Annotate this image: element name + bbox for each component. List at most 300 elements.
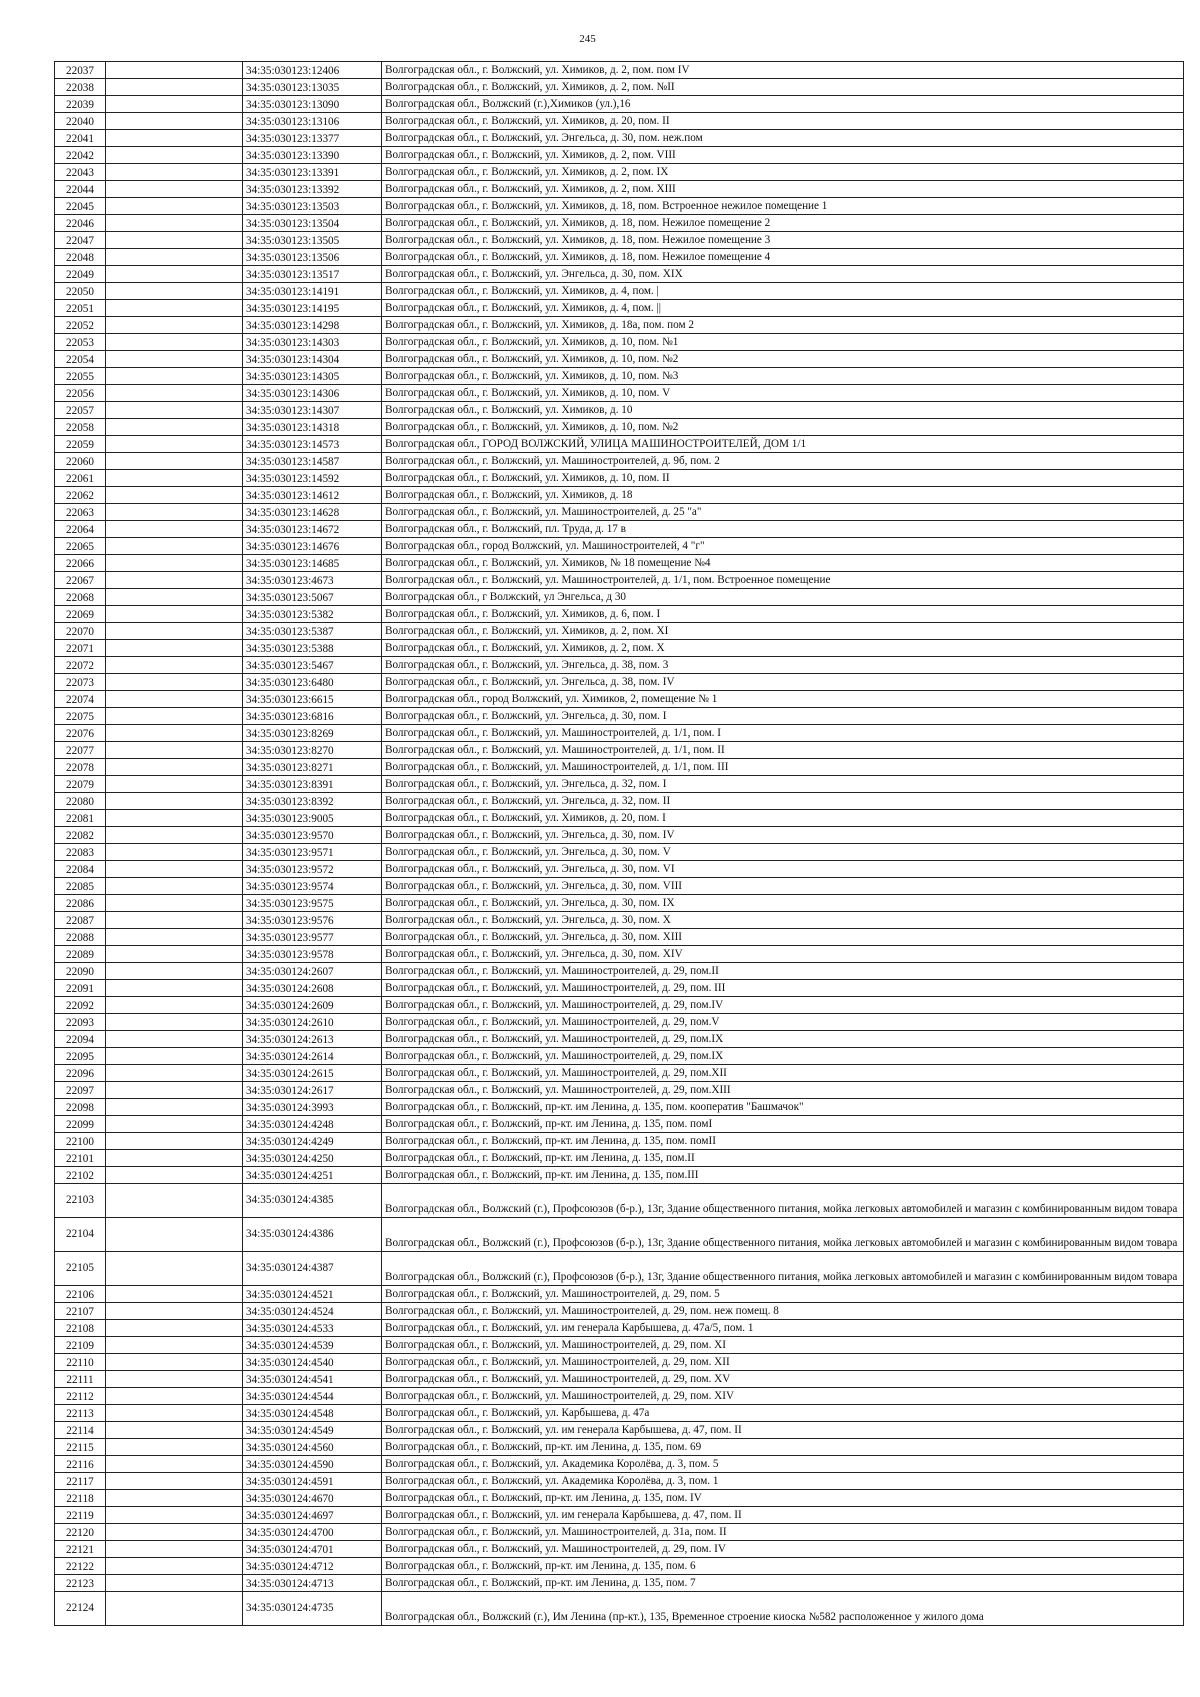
empty-cell — [106, 1014, 243, 1031]
row-number-cell: 22112 — [55, 1388, 106, 1405]
cadastral-number-cell: 34:35:030124:4701 — [243, 1541, 382, 1558]
registry-table-body — [55, 62, 1184, 1626]
row-number-cell: 22072 — [55, 657, 106, 674]
empty-cell — [106, 1388, 243, 1405]
table-row — [55, 181, 1184, 198]
empty-cell — [106, 929, 243, 946]
empty-cell — [106, 249, 243, 266]
address-cell: Волгоградская обл., г. Волжский, ул. Химиков, д. 18, пом. Нежилое помещение 3 — [382, 232, 1184, 249]
address-cell: Волгоградская обл., г. Волжский, ул. Химиков, д. 10, пом. №3 — [382, 368, 1184, 385]
row-number-cell: 22062 — [55, 487, 106, 504]
row-number-cell: 22037 — [55, 62, 106, 79]
address-cell: Волгоградская обл., г. Волжский, ул. Химиков, д. 2, пом. IX — [382, 164, 1184, 181]
row-number-cell: 22038 — [55, 79, 106, 96]
table-row — [55, 1184, 1184, 1218]
cadastral-number-cell: 34:35:030124:4250 — [243, 1150, 382, 1167]
empty-cell — [106, 266, 243, 283]
address-cell: Волгоградская обл., г. Волжский, ул. Химиков, д. 2, пом. пом IV — [382, 62, 1184, 79]
empty-cell — [106, 1184, 243, 1218]
cadastral-number-cell: 34:35:030124:4697 — [243, 1507, 382, 1524]
address-cell: Волгоградская обл., г. Волжский, ул. Химиков, д. 20, пом. I — [382, 810, 1184, 827]
table-row — [55, 997, 1184, 1014]
address-cell: Волгоградская обл., г. Волжский, ул. Химиков, д. 18а, пом. пом 2 — [382, 317, 1184, 334]
cadastral-number-cell: 34:35:030123:13505 — [243, 232, 382, 249]
cadastral-number-cell: 34:35:030123:14307 — [243, 402, 382, 419]
empty-cell — [106, 793, 243, 810]
address-cell: Волгоградская обл., г. Волжский, ул. Машиностроителей, д. 1/1, пом. II — [382, 742, 1184, 759]
row-number-cell: 22045 — [55, 198, 106, 215]
table-row — [55, 912, 1184, 929]
table-row — [55, 946, 1184, 963]
row-number-cell: 22093 — [55, 1014, 106, 1031]
cadastral-number-cell: 34:35:030123:14305 — [243, 368, 382, 385]
address-cell: Волгоградская обл., г. Волжский, ул. Энгельса, д. 30, пом. XIII — [382, 929, 1184, 946]
cadastral-number-cell: 34:35:030123:6615 — [243, 691, 382, 708]
row-number-cell: 22097 — [55, 1082, 106, 1099]
table-row — [55, 249, 1184, 266]
table-row — [55, 674, 1184, 691]
table-row — [55, 1031, 1184, 1048]
table-row — [55, 725, 1184, 742]
cadastral-number-cell: 34:35:030123:14628 — [243, 504, 382, 521]
table-row — [55, 1575, 1184, 1592]
empty-cell — [106, 674, 243, 691]
address-cell: Волгоградская обл., г. Волжский, ул. Машиностроителей, д. 29, пом.II — [382, 963, 1184, 980]
table-row — [55, 963, 1184, 980]
table-row — [55, 419, 1184, 436]
row-number-cell: 22049 — [55, 266, 106, 283]
empty-cell — [106, 453, 243, 470]
cadastral-number-cell: 34:35:030123:4673 — [243, 572, 382, 589]
cadastral-number-cell: 34:35:030124:2614 — [243, 1048, 382, 1065]
row-number-cell: 22108 — [55, 1320, 106, 1337]
table-row — [55, 232, 1184, 249]
table-row — [55, 436, 1184, 453]
cadastral-number-cell: 34:35:030123:14304 — [243, 351, 382, 368]
row-number-cell: 22120 — [55, 1524, 106, 1541]
cadastral-number-cell: 34:35:030123:9574 — [243, 878, 382, 895]
table-row — [55, 521, 1184, 538]
row-number-cell: 22081 — [55, 810, 106, 827]
table-row — [55, 1133, 1184, 1150]
cadastral-number-cell: 34:35:030124:4549 — [243, 1422, 382, 1439]
table-row — [55, 1439, 1184, 1456]
empty-cell — [106, 96, 243, 113]
empty-cell — [106, 1473, 243, 1490]
address-cell: Волгоградская обл., г. Волжский, ул. Машиностроителей, д. 29, пом. XIV — [382, 1388, 1184, 1405]
page-number: 245 — [579, 33, 596, 45]
empty-cell — [106, 997, 243, 1014]
table-row — [55, 1507, 1184, 1524]
table-row — [55, 708, 1184, 725]
address-cell: Волгоградская обл., г. Волжский, ул. Машиностроителей, д. 1/1, пом. Встроенное помещение — [382, 572, 1184, 589]
address-cell: Волгоградская обл., г. Волжский, ул. Химиков, д. 4, пом. || — [382, 300, 1184, 317]
address-cell: Волгоградская обл., г. Волжский, ул. Химиков, д. 20, пом. II — [382, 113, 1184, 130]
address-cell: Волгоградская обл., город Волжский, ул. Машиностроителей, 4 "г" — [382, 538, 1184, 555]
table-row — [55, 351, 1184, 368]
table-row — [55, 1167, 1184, 1184]
row-number-cell: 22063 — [55, 504, 106, 521]
table-row — [55, 640, 1184, 657]
cadastral-number-cell: 34:35:030123:14587 — [243, 453, 382, 470]
table-row — [55, 1218, 1184, 1252]
empty-cell — [106, 436, 243, 453]
cadastral-number-cell: 34:35:030123:14672 — [243, 521, 382, 538]
table-row — [55, 1065, 1184, 1082]
address-cell: Волгоградская обл., г. Волжский, ул. Машиностроителей, д. 29, пом.V — [382, 1014, 1184, 1031]
table-row — [55, 555, 1184, 572]
empty-cell — [106, 1303, 243, 1320]
address-cell: Волгоградская обл., г. Волжский, ул. Машиностроителей, д. 29, пом. IV — [382, 1541, 1184, 1558]
table-row — [55, 810, 1184, 827]
table-row — [55, 368, 1184, 385]
row-number-cell: 22116 — [55, 1456, 106, 1473]
table-row — [55, 895, 1184, 912]
cadastral-number-cell: 34:35:030124:4540 — [243, 1354, 382, 1371]
address-cell: Волгоградская обл., г. Волжский, ул. Карбышева, д. 47а — [382, 1405, 1184, 1422]
cadastral-number-cell: 34:35:030123:6816 — [243, 708, 382, 725]
row-number-cell: 22124 — [55, 1592, 106, 1626]
cadastral-number-cell: 34:35:030123:5382 — [243, 606, 382, 623]
table-row — [55, 402, 1184, 419]
cadastral-number-cell: 34:35:030123:14191 — [243, 283, 382, 300]
row-number-cell: 22122 — [55, 1558, 106, 1575]
address-cell: Волгоградская обл., г. Волжский, ул. Машиностроителей, д. 29, пом.IX — [382, 1048, 1184, 1065]
cadastral-number-cell: 34:35:030124:4386 — [243, 1218, 382, 1252]
cadastral-number-cell: 34:35:030124:2615 — [243, 1065, 382, 1082]
address-cell: Волгоградская обл., г. Волжский, пр-кт. им Ленина, д. 135, пом. IV — [382, 1490, 1184, 1507]
empty-cell — [106, 1286, 243, 1303]
row-number-cell: 22088 — [55, 929, 106, 946]
address-cell: Волгоградская обл., г Волжский, ул Энгельса, д 30 — [382, 589, 1184, 606]
empty-cell — [106, 232, 243, 249]
address-cell: Волгоградская обл., г. Волжский, пр-кт. им Ленина, д. 135, пом. помII — [382, 1133, 1184, 1150]
empty-cell — [106, 1133, 243, 1150]
row-number-cell: 22052 — [55, 317, 106, 334]
address-cell: Волгоградская обл., г. Волжский, ул. Машиностроителей, д. 25 "а" — [382, 504, 1184, 521]
table-row — [55, 793, 1184, 810]
row-number-cell: 22083 — [55, 844, 106, 861]
address-cell: Волгоградская обл., г. Волжский, ул. Химиков, д. 6, пом. I — [382, 606, 1184, 623]
empty-cell — [106, 742, 243, 759]
row-number-cell: 22079 — [55, 776, 106, 793]
address-cell: Волгоградская обл., г. Волжский, ул. Энгельса, д. 30, пом. XIX — [382, 266, 1184, 283]
address-cell: Волгоградская обл., Волжский (г.), Профсоюзов (б-р.), 13г, Здание общественного питания, мойка легковых автомобилей и магазин с комбинированным видом товара — [382, 1184, 1184, 1218]
row-number-cell: 22060 — [55, 453, 106, 470]
empty-cell — [106, 1541, 243, 1558]
empty-cell — [106, 1490, 243, 1507]
empty-cell — [106, 691, 243, 708]
empty-cell — [106, 1082, 243, 1099]
cadastral-number-cell: 34:35:030123:14303 — [243, 334, 382, 351]
row-number-cell: 22069 — [55, 606, 106, 623]
cadastral-number-cell: 34:35:030123:6480 — [243, 674, 382, 691]
address-cell: Волгоградская обл., г. Волжский, ул. Химиков, д. 18, пом. Нежилое помещение 2 — [382, 215, 1184, 232]
address-cell: Волгоградская обл., г. Волжский, ул. Машиностроителей, д. 29, пом. XV — [382, 1371, 1184, 1388]
empty-cell — [106, 317, 243, 334]
table-row — [55, 1286, 1184, 1303]
cadastral-number-cell: 34:35:030124:4735 — [243, 1592, 382, 1626]
row-number-cell: 22104 — [55, 1218, 106, 1252]
address-cell: Волгоградская обл., г. Волжский, ул. Энгельса, д. 38, пом. IV — [382, 674, 1184, 691]
table-row — [55, 470, 1184, 487]
address-cell: Волгоградская обл., г. Волжский, ул. Химиков, д. 18 — [382, 487, 1184, 504]
address-cell: Волгоградская обл., г. Волжский, ул. Машиностроителей, д. 1/1, пом. I — [382, 725, 1184, 742]
empty-cell — [106, 62, 243, 79]
row-number-cell: 22055 — [55, 368, 106, 385]
address-cell: Волгоградская обл., г. Волжский, ул. Машиностроителей, д. 29, пом. 5 — [382, 1286, 1184, 1303]
empty-cell — [106, 861, 243, 878]
table-row — [55, 1337, 1184, 1354]
row-number-cell: 22064 — [55, 521, 106, 538]
address-cell: Волгоградская обл., г. Волжский, ул. Химиков, д. 2, пом. X — [382, 640, 1184, 657]
row-number-cell: 22040 — [55, 113, 106, 130]
cadastral-number-cell: 34:35:030123:9572 — [243, 861, 382, 878]
cadastral-number-cell: 34:35:030123:13390 — [243, 147, 382, 164]
cadastral-number-cell: 34:35:030124:2613 — [243, 1031, 382, 1048]
row-number-cell: 22059 — [55, 436, 106, 453]
empty-cell — [106, 181, 243, 198]
row-number-cell: 22077 — [55, 742, 106, 759]
cadastral-number-cell: 34:35:030123:13106 — [243, 113, 382, 130]
empty-cell — [106, 1405, 243, 1422]
address-cell: Волгоградская обл., г. Волжский, ул. Машиностроителей, д. 9б, пом. 2 — [382, 453, 1184, 470]
empty-cell — [106, 1252, 243, 1286]
empty-cell — [106, 1099, 243, 1116]
empty-cell — [106, 912, 243, 929]
row-number-cell: 22099 — [55, 1116, 106, 1133]
empty-cell — [106, 827, 243, 844]
row-number-cell: 22092 — [55, 997, 106, 1014]
empty-cell — [106, 419, 243, 436]
empty-cell — [106, 759, 243, 776]
row-number-cell: 22078 — [55, 759, 106, 776]
cadastral-number-cell: 34:35:030124:2607 — [243, 963, 382, 980]
cadastral-number-cell: 34:35:030123:13090 — [243, 96, 382, 113]
cadastral-number-cell: 34:35:030123:14573 — [243, 436, 382, 453]
table-row — [55, 266, 1184, 283]
table-row — [55, 827, 1184, 844]
address-cell: Волгоградская обл., г. Волжский, ул. Энгельса, д. 30, пом. IX — [382, 895, 1184, 912]
address-cell: Волгоградская обл., г. Волжский, ул. им генерала Карбышева, д. 47, пом. II — [382, 1422, 1184, 1439]
cadastral-number-cell: 34:35:030123:14318 — [243, 419, 382, 436]
row-number-cell: 22100 — [55, 1133, 106, 1150]
empty-cell — [106, 385, 243, 402]
address-cell: Волгоградская обл., г. Волжский, ул. Машиностроителей, д. 29, пом. неж помещ. 8 — [382, 1303, 1184, 1320]
cadastral-number-cell: 34:35:030123:8391 — [243, 776, 382, 793]
address-cell: Волгоградская обл., г. Волжский, ул. Энгельса, д. 38, пом. 3 — [382, 657, 1184, 674]
row-number-cell: 22119 — [55, 1507, 106, 1524]
cadastral-number-cell: 34:35:030123:9576 — [243, 912, 382, 929]
row-number-cell: 22068 — [55, 589, 106, 606]
address-cell: Волгоградская обл., г. Волжский, пр-кт. им Ленина, д. 135, пом. 69 — [382, 1439, 1184, 1456]
address-cell: Волгоградская обл., Волжский (г.),Химиков (ул.),16 — [382, 96, 1184, 113]
cadastral-number-cell: 34:35:030123:9005 — [243, 810, 382, 827]
cadastral-number-cell: 34:35:030123:14612 — [243, 487, 382, 504]
empty-cell — [106, 300, 243, 317]
table-row — [55, 1320, 1184, 1337]
address-cell: Волгоградская обл., г. Волжский, ул. Машиностроителей, д. 31а, пом. II — [382, 1524, 1184, 1541]
row-number-cell: 22098 — [55, 1099, 106, 1116]
row-number-cell: 22121 — [55, 1541, 106, 1558]
cadastral-number-cell: 34:35:030124:4548 — [243, 1405, 382, 1422]
address-cell: Волгоградская обл., г. Волжский, ул. Химиков, д. 2, пом. №II — [382, 79, 1184, 96]
table-row — [55, 691, 1184, 708]
table-row — [55, 113, 1184, 130]
address-cell: Волгоградская обл., ГОРОД ВОЛЖСКИЙ, УЛИЦА МАШИНОСТРОИТЕЛЕЙ, ДОМ 1/1 — [382, 436, 1184, 453]
cadastral-number-cell: 34:35:030124:4713 — [243, 1575, 382, 1592]
table-row — [55, 1524, 1184, 1541]
table-row — [55, 1422, 1184, 1439]
empty-cell — [106, 130, 243, 147]
table-row — [55, 62, 1184, 79]
address-cell: Волгоградская обл., Волжский (г.), Им Ленина (пр-кт.), 135, Временное строение киоска №582 расположенное у жилого дома — [382, 1592, 1184, 1626]
empty-cell — [106, 1337, 243, 1354]
cadastral-number-cell: 34:35:030123:13503 — [243, 198, 382, 215]
empty-cell — [106, 368, 243, 385]
empty-cell — [106, 963, 243, 980]
row-number-cell: 22082 — [55, 827, 106, 844]
row-number-cell: 22089 — [55, 946, 106, 963]
cadastral-number-cell: 34:35:030124:4524 — [243, 1303, 382, 1320]
cadastral-number-cell: 34:35:030124:2609 — [243, 997, 382, 1014]
empty-cell — [106, 521, 243, 538]
table-row — [55, 1150, 1184, 1167]
row-number-cell: 22074 — [55, 691, 106, 708]
table-row — [55, 1116, 1184, 1133]
address-cell: Волгоградская обл., г. Волжский, ул. Химиков, д. 10, пом. №1 — [382, 334, 1184, 351]
address-cell: Волгоградская обл., г. Волжский, ул. Химиков, д. 18, пом. Нежилое помещение 4 — [382, 249, 1184, 266]
table-row — [55, 980, 1184, 997]
row-number-cell: 22087 — [55, 912, 106, 929]
empty-cell — [106, 1116, 243, 1133]
empty-cell — [106, 1031, 243, 1048]
cadastral-number-cell: 34:35:030123:8269 — [243, 725, 382, 742]
cadastral-number-cell: 34:35:030123:13506 — [243, 249, 382, 266]
cadastral-number-cell: 34:35:030123:13392 — [243, 181, 382, 198]
empty-cell — [106, 657, 243, 674]
row-number-cell: 22054 — [55, 351, 106, 368]
empty-cell — [106, 487, 243, 504]
empty-cell — [106, 1150, 243, 1167]
empty-cell — [106, 606, 243, 623]
cadastral-number-cell: 34:35:030123:14592 — [243, 470, 382, 487]
table-row — [55, 79, 1184, 96]
row-number-cell: 22105 — [55, 1252, 106, 1286]
address-cell: Волгоградская обл., г. Волжский, пр-кт. им Ленина, д. 135, пом. кооператив "Башмачок" — [382, 1099, 1184, 1116]
table-row — [55, 538, 1184, 555]
cadastral-number-cell: 34:35:030124:4533 — [243, 1320, 382, 1337]
address-cell: Волгоградская обл., г. Волжский, ул. Академика Королёва, д. 3, пом. 5 — [382, 1456, 1184, 1473]
empty-cell — [106, 1354, 243, 1371]
table-row — [55, 1354, 1184, 1371]
empty-cell — [106, 572, 243, 589]
row-number-cell: 22041 — [55, 130, 106, 147]
cadastral-number-cell: 34:35:030123:14685 — [243, 555, 382, 572]
address-cell: Волгоградская обл., г. Волжский, ул. Машиностроителей, д. 29, пом. III — [382, 980, 1184, 997]
row-number-cell: 22039 — [55, 96, 106, 113]
address-cell: Волгоградская обл., г. Волжский, ул. Химиков, д. 10 — [382, 402, 1184, 419]
empty-cell — [106, 1592, 243, 1626]
table-row — [55, 1490, 1184, 1507]
row-number-cell: 22043 — [55, 164, 106, 181]
address-cell: Волгоградская обл., Волжский (г.), Профсоюзов (б-р.), 13г, Здание общественного питания, мойка легковых автомобилей и магазин с комбинированным видом товара — [382, 1252, 1184, 1286]
row-number-cell: 22110 — [55, 1354, 106, 1371]
empty-cell — [106, 640, 243, 657]
cadastral-number-cell: 34:35:030123:5387 — [243, 623, 382, 640]
address-cell: Волгоградская обл., г. Волжский, ул. Химиков, д. 10, пом. V — [382, 385, 1184, 402]
address-cell: Волгоградская обл., г. Волжский, пр-кт. им Ленина, д. 135, пом. 6 — [382, 1558, 1184, 1575]
cadastral-number-cell: 34:35:030124:3993 — [243, 1099, 382, 1116]
table-row — [55, 1048, 1184, 1065]
address-cell: Волгоградская обл., г. Волжский, ул. Машиностроителей, д. 29, пом.XII — [382, 1065, 1184, 1082]
empty-cell — [106, 776, 243, 793]
row-number-cell: 22075 — [55, 708, 106, 725]
cadastral-number-cell: 34:35:030124:4560 — [243, 1439, 382, 1456]
empty-cell — [106, 623, 243, 640]
table-row — [55, 1541, 1184, 1558]
address-cell: Волгоградская обл., г. Волжский, пр-кт. им Ленина, д. 135, пом.II — [382, 1150, 1184, 1167]
empty-cell — [106, 1065, 243, 1082]
table-row — [55, 861, 1184, 878]
address-cell: Волгоградская обл., г. Волжский, ул. им генерала Карбышева, д. 47а/5, пом. 1 — [382, 1320, 1184, 1337]
address-cell: Волгоградская обл., г. Волжский, ул. Химиков, д. 10, пом. №2 — [382, 419, 1184, 436]
empty-cell — [106, 470, 243, 487]
row-number-cell: 22090 — [55, 963, 106, 980]
empty-cell — [106, 351, 243, 368]
row-number-cell: 22050 — [55, 283, 106, 300]
empty-cell — [106, 589, 243, 606]
address-cell: Волгоградская обл., г. Волжский, пр-кт. им Ленина, д. 135, пом. 7 — [382, 1575, 1184, 1592]
table-row — [55, 453, 1184, 470]
registry-table — [54, 61, 1184, 1626]
row-number-cell: 22048 — [55, 249, 106, 266]
address-cell: Волгоградская обл., г. Волжский, ул. Химиков, д. 2, пом. VIII — [382, 147, 1184, 164]
table-row — [55, 487, 1184, 504]
address-cell: Волгоградская обл., г. Волжский, ул. Энгельса, д. 30, пом. V — [382, 844, 1184, 861]
address-cell: Волгоградская обл., г. Волжский, ул. Химиков, № 18 помещение №4 — [382, 555, 1184, 572]
row-number-cell: 22046 — [55, 215, 106, 232]
table-row — [55, 878, 1184, 895]
address-cell: Волгоградская обл., г. Волжский, ул. Энгельса, д. 30, пом. IV — [382, 827, 1184, 844]
empty-cell — [106, 283, 243, 300]
empty-cell — [106, 334, 243, 351]
table-row — [55, 742, 1184, 759]
table-row — [55, 929, 1184, 946]
row-number-cell: 22107 — [55, 1303, 106, 1320]
row-number-cell: 22076 — [55, 725, 106, 742]
row-number-cell: 22111 — [55, 1371, 106, 1388]
empty-cell — [106, 1371, 243, 1388]
table-row — [55, 96, 1184, 113]
empty-cell — [106, 810, 243, 827]
cadastral-number-cell: 34:35:030123:12406 — [243, 62, 382, 79]
table-row — [55, 215, 1184, 232]
row-number-cell: 22086 — [55, 895, 106, 912]
cadastral-number-cell: 34:35:030124:4670 — [243, 1490, 382, 1507]
row-number-cell: 22047 — [55, 232, 106, 249]
table-row — [55, 776, 1184, 793]
table-row — [55, 283, 1184, 300]
table-row — [55, 844, 1184, 861]
empty-cell — [106, 555, 243, 572]
cadastral-number-cell: 34:35:030124:4539 — [243, 1337, 382, 1354]
table-row — [55, 164, 1184, 181]
cadastral-number-cell: 34:35:030123:8270 — [243, 742, 382, 759]
address-cell: Волгоградская обл., г. Волжский, ул. Академика Королёва, д. 3, пом. 1 — [382, 1473, 1184, 1490]
address-cell: Волгоградская обл., Волжский (г.), Профсоюзов (б-р.), 13г, Здание общественного питания, мойка легковых автомобилей и магазин с комбинированным видом товара — [382, 1218, 1184, 1252]
address-cell: Волгоградская обл., г. Волжский, ул. Химиков, д. 2, пом. XIII — [382, 181, 1184, 198]
